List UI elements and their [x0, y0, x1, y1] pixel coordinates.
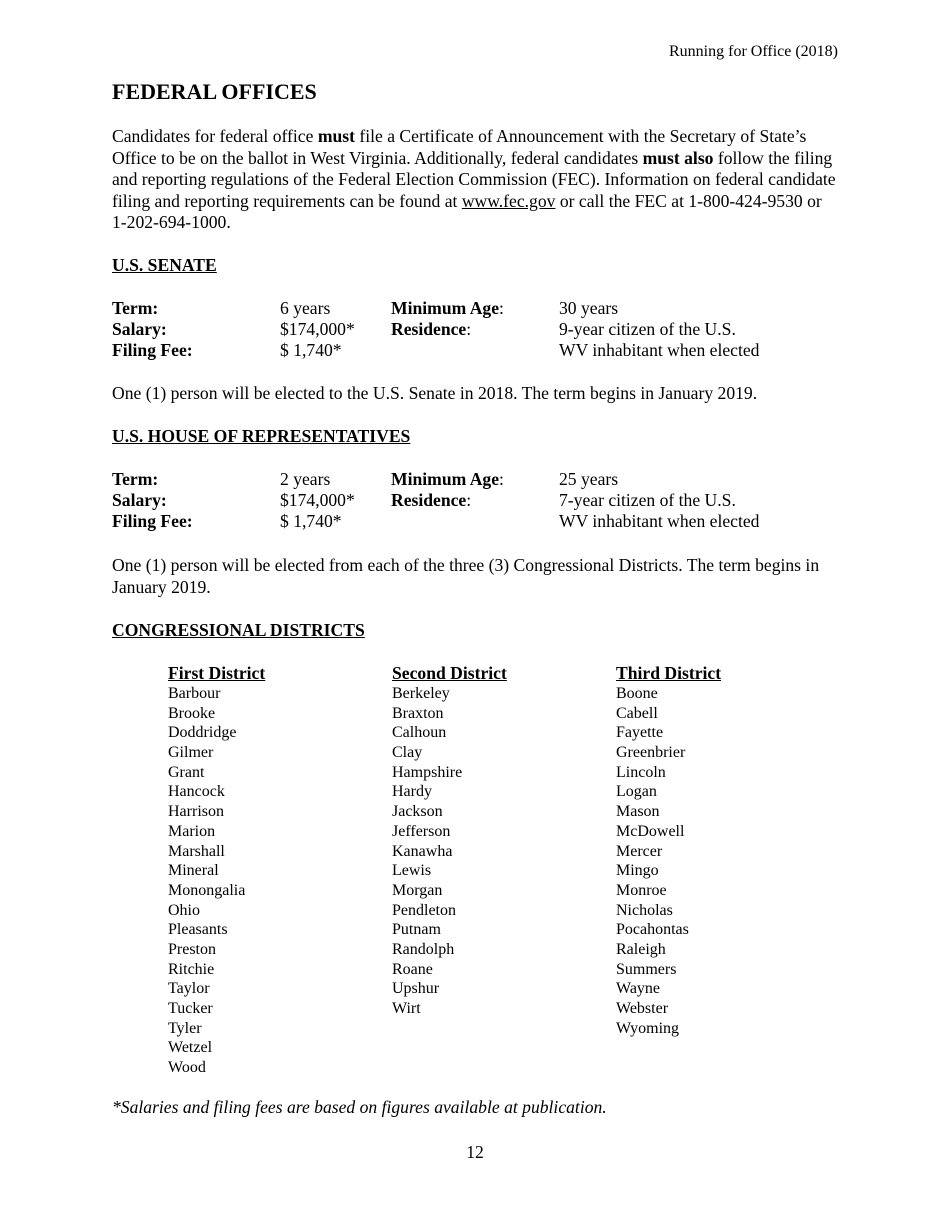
list-item: Mason: [616, 803, 660, 821]
page-title: FEDERAL OFFICES: [112, 79, 317, 104]
list-item: Randolph: [392, 940, 455, 958]
list-item: Fayette: [616, 724, 664, 742]
list-item: Lincoln: [616, 763, 666, 781]
list-item: Tucker: [168, 1000, 213, 1017]
list-item: Brooke: [168, 704, 216, 722]
list-item: Doddridge: [168, 724, 237, 742]
list-item: Gilmer: [168, 744, 214, 762]
list-item: Morgan: [392, 881, 443, 899]
list-item: Harrison: [168, 803, 224, 821]
residence-value: WV inhabitant when elected: [559, 511, 760, 531]
county-list: [392, 684, 616, 1019]
list-item: Berkeley: [392, 685, 450, 702]
table-row: [112, 469, 759, 490]
page-number: 12: [466, 1142, 484, 1162]
districts-columns: [168, 662, 840, 1078]
list-item: Roane: [392, 960, 433, 978]
district-title: First District: [168, 663, 266, 683]
list-item: Clay: [392, 744, 423, 762]
filing-fee-value: $ 1,740*: [280, 511, 342, 531]
list-item: Mineral: [168, 862, 219, 880]
residence-label: Residence:: [391, 319, 472, 339]
list-item: Braxton: [392, 704, 444, 722]
list-item: Pleasants: [168, 921, 228, 939]
list-item: Preston: [168, 940, 216, 958]
list-item: Wayne: [616, 980, 661, 998]
district-title: Second District: [392, 663, 507, 683]
salary-value: $174,000*: [280, 490, 355, 510]
district-column: [392, 662, 616, 1078]
list-item: Putnam: [392, 921, 441, 939]
intro-must-also: must also: [642, 147, 714, 168]
list-item: Upshur: [392, 980, 440, 998]
list-item: Ohio: [168, 901, 200, 919]
running-header: Running for Office (2018): [669, 43, 838, 60]
list-item: Wetzel: [168, 1039, 213, 1057]
list-item: Webster: [616, 1000, 669, 1017]
table-row: [112, 298, 759, 319]
list-item: Cabell: [616, 704, 658, 722]
list-item: Hardy: [392, 783, 432, 801]
list-item: Summers: [616, 960, 677, 978]
list-item: Wirt: [392, 1000, 421, 1017]
filing-fee-label: Filing Fee:: [112, 511, 193, 531]
residence-value: 9-year citizen of the U.S.: [559, 319, 736, 339]
salary-label: Salary:: [112, 319, 167, 339]
filing-fee-value: $ 1,740*: [280, 340, 342, 360]
district-title: Third District: [616, 663, 722, 683]
list-item: Hancock: [168, 783, 225, 801]
term-value: 2 years: [280, 469, 331, 489]
list-item: Boone: [616, 685, 658, 702]
fec-link[interactable]: www.fec.gov: [461, 190, 556, 211]
intro-must: must: [317, 126, 355, 146]
list-item: Taylor: [168, 980, 210, 998]
senate-note: One (1) person will be elected to the U.S. Senate in 2018. The term begins in January 2019.: [112, 383, 758, 403]
residence-value: 7-year citizen of the U.S.: [559, 490, 736, 510]
residence-label: Residence:: [391, 490, 472, 510]
filing-fee-label: Filing Fee:: [112, 340, 193, 360]
county-list: [168, 684, 392, 1078]
intro-paragraph: [112, 126, 840, 234]
list-item: Mercer: [616, 842, 663, 860]
house-heading: U.S. HOUSE OF REPRESENTATIVES: [112, 426, 411, 446]
house-info-table: [112, 469, 759, 532]
list-item: Pendleton: [392, 901, 456, 919]
list-item: Jackson: [392, 803, 443, 821]
term-label: Term:: [112, 298, 159, 318]
table-row: [112, 490, 759, 511]
list-item: Logan: [616, 783, 657, 801]
list-item: Greenbrier: [616, 744, 686, 762]
list-item: Ritchie: [168, 960, 215, 978]
term-label: Term:: [112, 469, 159, 489]
county-list: [616, 684, 840, 1038]
table-row: [112, 340, 759, 361]
list-item: Jefferson: [392, 822, 451, 840]
district-column: [168, 662, 392, 1078]
min-age-value: 30 years: [559, 298, 619, 318]
term-value: 6 years: [280, 298, 331, 318]
list-item: Tyler: [168, 1019, 202, 1037]
footnote: *Salaries and filing fees are based on figures available at publication.: [112, 1097, 607, 1117]
list-item: Raleigh: [616, 940, 666, 958]
intro-text-1: Candidates for federal office: [112, 126, 318, 146]
list-item: Marshall: [168, 842, 225, 860]
table-row: [112, 511, 759, 532]
list-item: Monongalia: [168, 881, 246, 899]
list-item: Marion: [168, 822, 216, 840]
intro-text-4: or call the FEC at 1-800-424-9530 or 1-202-694-1000.: [112, 190, 822, 232]
districts-heading: CONGRESSIONAL DISTRICTS: [112, 620, 365, 640]
table-row: [112, 319, 759, 340]
list-item: McDowell: [616, 822, 685, 840]
intro-text-3: follow the filing and reporting regulations of the Federal Election Commission (FEC). Information on federal candidate filing and reporting requirements can be found at: [112, 147, 836, 211]
list-item: Barbour: [168, 685, 221, 702]
residence-value: WV inhabitant when elected: [559, 340, 760, 360]
district-column: [616, 662, 840, 1078]
list-item: Grant: [168, 763, 205, 781]
salary-value: $174,000*: [280, 319, 355, 339]
min-age-label: Minimum Age:: [391, 298, 504, 318]
intro-text-2: file a Certificate of Announcement with the Secretary of State’s Office to be on the ballot in West Virginia. Additionally, federal candidates: [112, 126, 807, 168]
list-item: Wyoming: [616, 1019, 680, 1037]
salary-label: Salary:: [112, 490, 167, 510]
list-item: Monroe: [616, 881, 667, 899]
list-item: Mingo: [616, 862, 659, 880]
min-age-value: 25 years: [559, 469, 619, 489]
senate-info-table: [112, 298, 759, 361]
list-item: Pocahontas: [616, 921, 689, 939]
list-item: Hampshire: [392, 763, 463, 781]
house-note: One (1) person will be elected from each of the three (3) Congressional Districts. The term begins in January 2019.: [112, 555, 820, 597]
senate-heading: U.S. SENATE: [112, 255, 217, 275]
list-item: Wood: [168, 1059, 206, 1077]
list-item: Calhoun: [392, 724, 447, 742]
list-item: Nicholas: [616, 901, 673, 919]
min-age-label: Minimum Age:: [391, 469, 504, 489]
list-item: Kanawha: [392, 842, 453, 860]
list-item: Lewis: [392, 862, 432, 880]
